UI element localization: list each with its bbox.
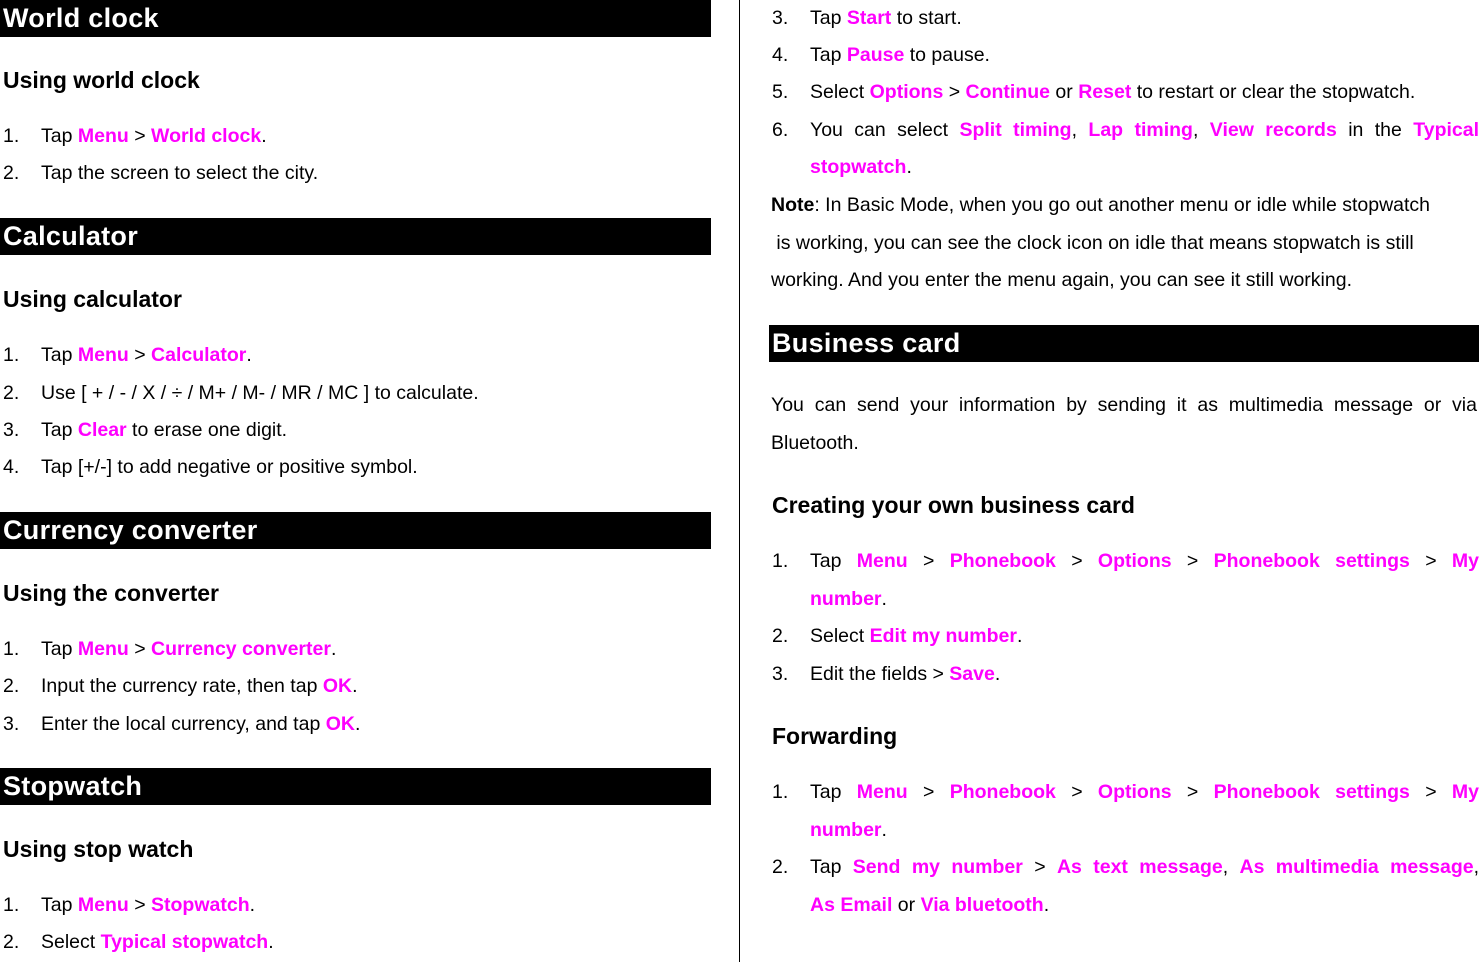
subheading-using-converter: Using the converter bbox=[3, 580, 219, 606]
subheading-using-world-clock: Using world clock bbox=[3, 67, 200, 93]
section-heading-world-clock: World clock bbox=[0, 0, 711, 37]
note-paragraph: Note: In Basic Mode, when you go out another menu or idle while stopwatch is working, you can see the clock icon on idle that means stopwatch is still working. And you enter the menu again, you can see it still working. bbox=[771, 194, 1431, 291]
section-heading-stopwatch: Stopwatch bbox=[0, 768, 711, 805]
subheading-using-stop-watch: Using stop watch bbox=[3, 836, 194, 862]
section-heading-business-card: Business card bbox=[769, 325, 1479, 362]
section-heading-calculator: Calculator bbox=[0, 218, 711, 255]
subheading-forwarding: Forwarding bbox=[772, 723, 898, 749]
column-divider bbox=[739, 0, 740, 962]
subheading-using-calculator: Using calculator bbox=[3, 286, 182, 312]
section-heading-currency-converter: Currency converter bbox=[0, 512, 711, 549]
business-card-intro: You can send your information by sending it as multimedia message or via Bluetooth. bbox=[771, 394, 1477, 454]
subheading-creating-business-card: Creating your own business card bbox=[772, 492, 1135, 518]
